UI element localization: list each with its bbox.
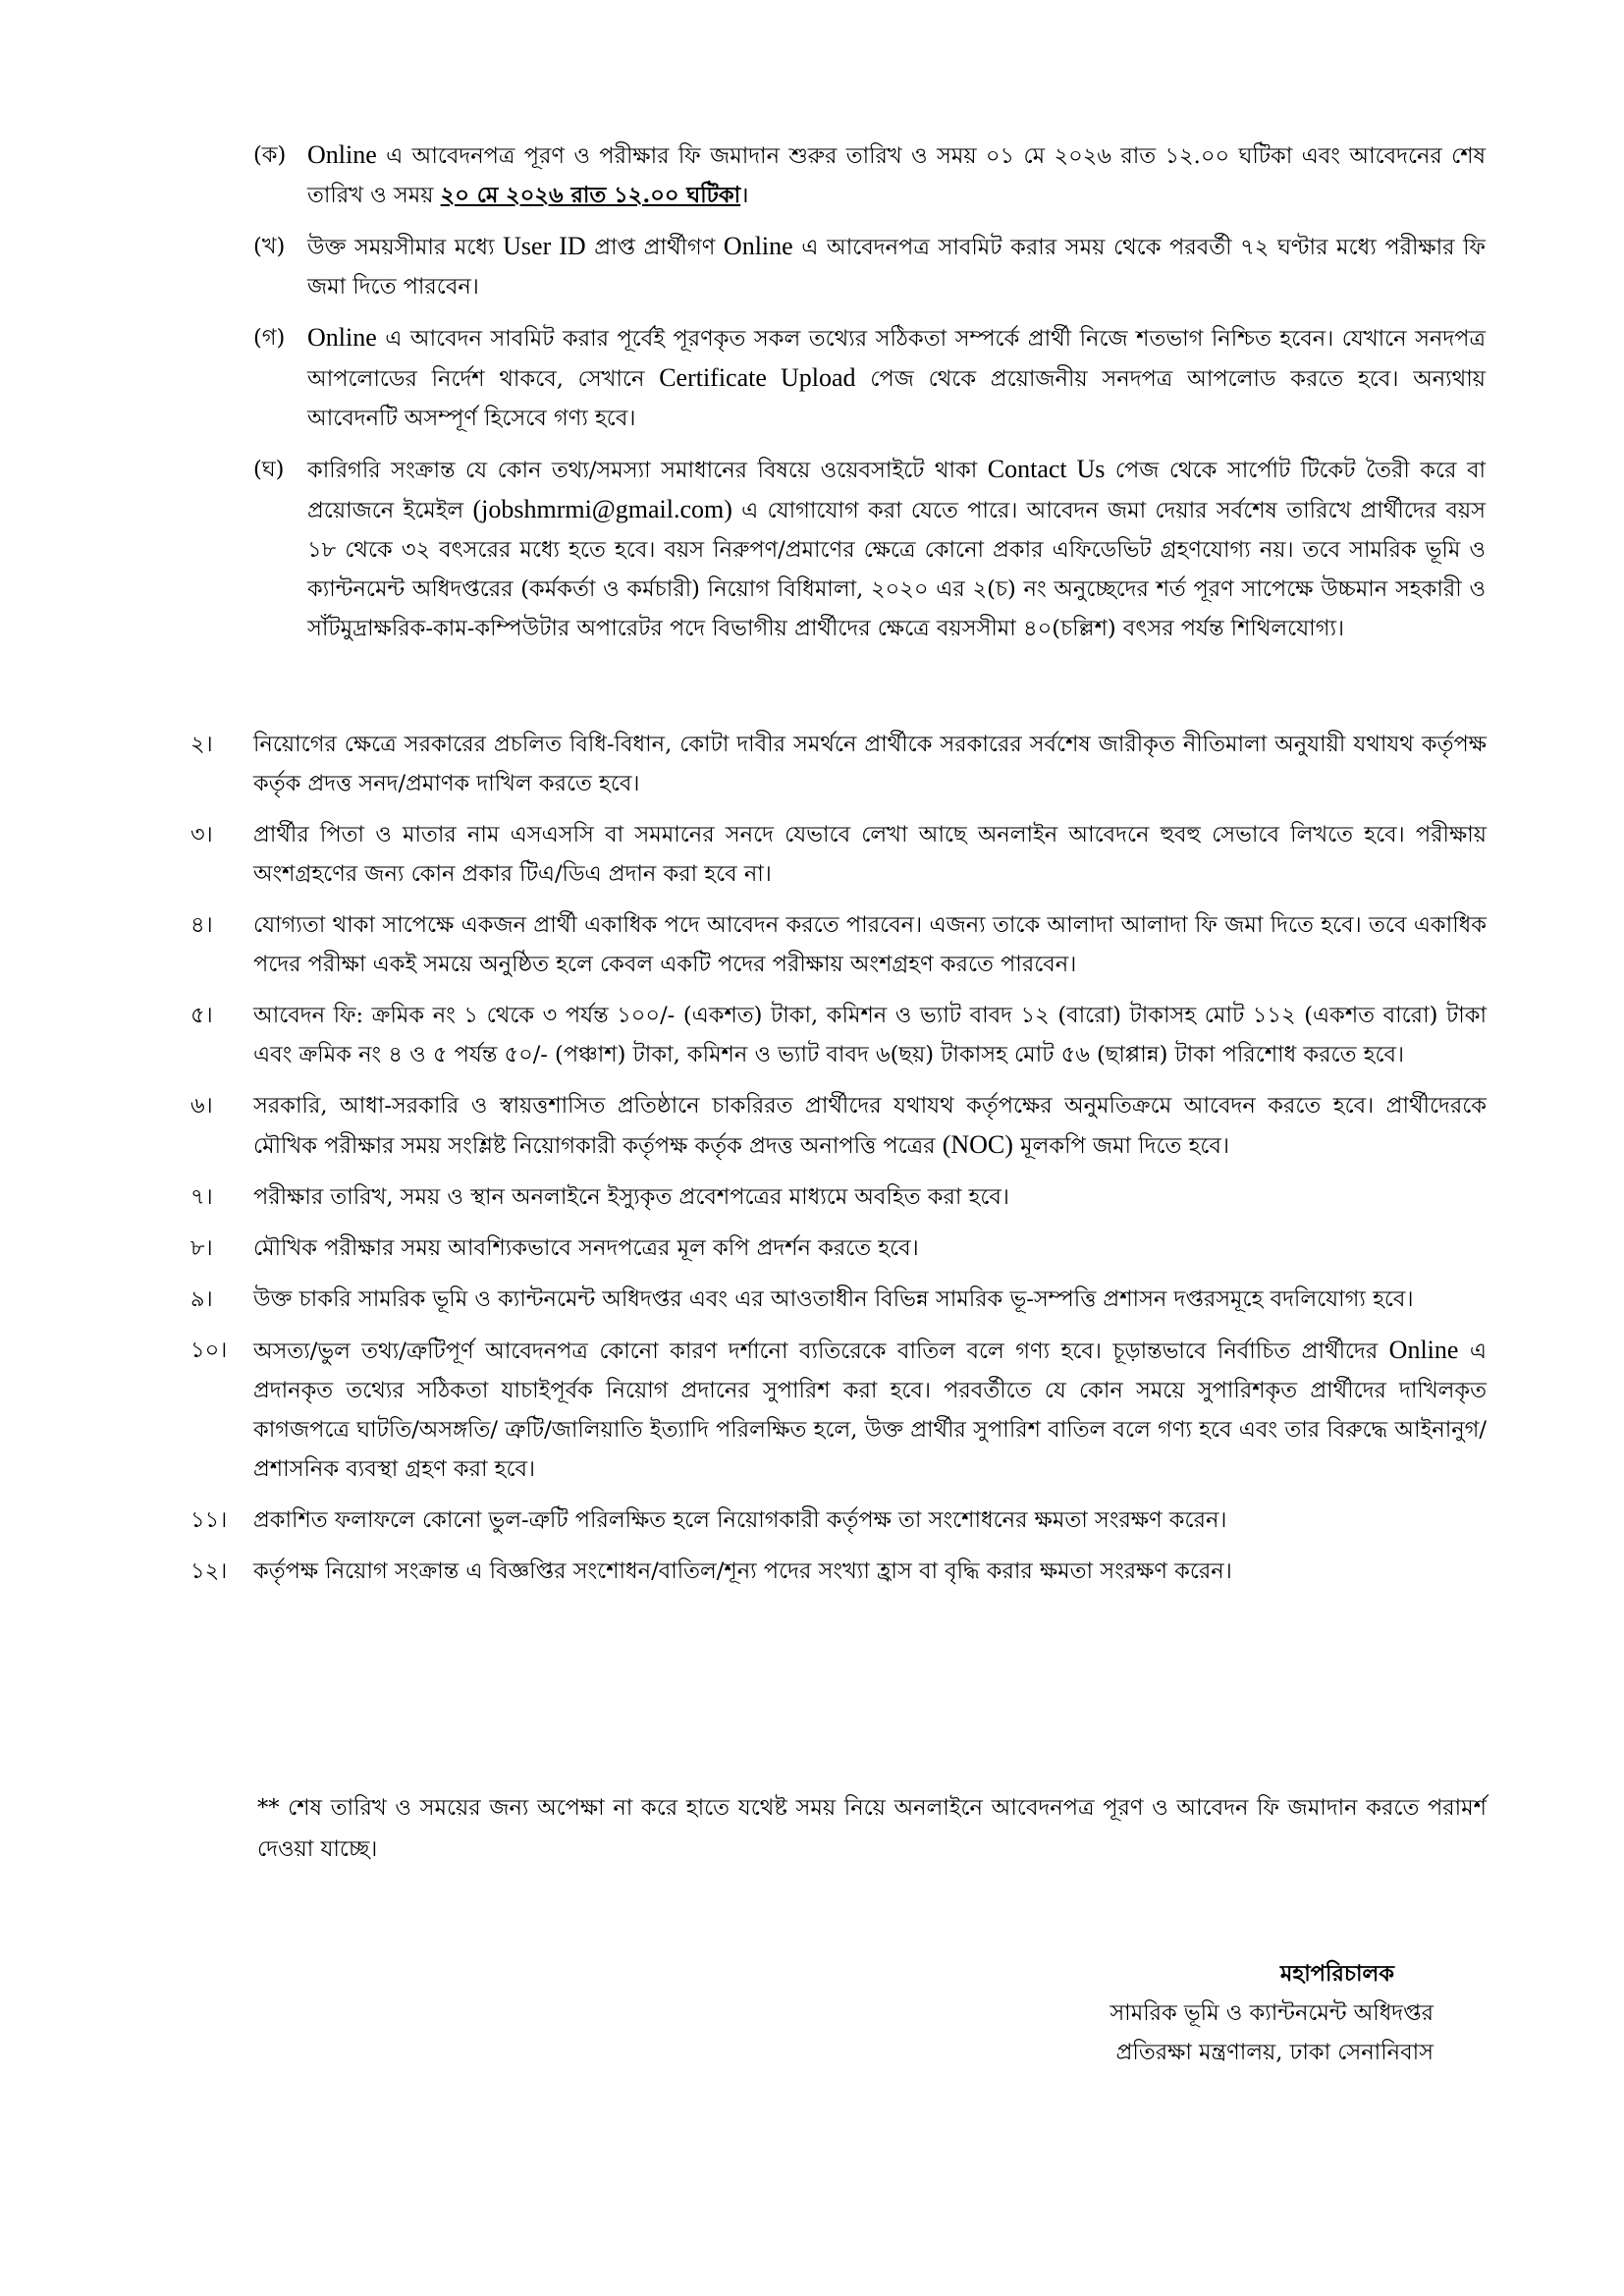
clause-marker: (ক)	[253, 142, 287, 168]
clause-text	[253, 1280, 1487, 1319]
signatory-ministry: প্রতিরক্ষা মন্ত্রণালয়, ঢাকা সেনানিবাস	[1115, 2040, 1434, 2065]
text-run: প্রাপ্ত প্রার্থীগণ	[585, 235, 724, 260]
text-run: কারিগরি সংক্রান্ত যে কোন তথ্য/সমস্যা সমাধানের বিষয়ে ওয়েবসাইটে থাকা	[307, 458, 988, 483]
latin-term: Contact Us	[987, 455, 1106, 483]
latin-term: Online	[723, 232, 793, 260]
clause-number: ১২।	[190, 1558, 228, 1584]
text-run: মূলকপি জমা দিতে হবে।	[1012, 1133, 1229, 1159]
clause-text	[307, 318, 1486, 438]
clause-text	[253, 815, 1487, 894]
clause-text	[253, 1229, 1487, 1268]
sub-clause-list	[253, 136, 1486, 660]
clause-number: ৯।	[190, 1286, 213, 1312]
latin-term: Online	[1388, 1336, 1459, 1364]
clause-2	[190, 725, 1487, 803]
clause-8	[190, 1229, 1487, 1268]
text-run: এ যোগাযোগ করা যেতে পারে। আবেদন জমা দেয়ার সর্বশেষ তারিখে প্রার্থীদের বয়স ১৮ থেকে ৩২ বৎসরের মধ্যে হতে হবে। বয়স নিরুপণ/প্রমাণের ক্ষেত্রে কোনো প্রকার এফিডেভিট গ্রহণযোগ্য নয়। তবে সামরিক ভূমি ও ক্যান্টনমেন্ট অধিদপ্তরের (কর্মকর্তা ও কর্মচারী) নিয়োগ বিধিমালা, ২০২০ এর ২(চ) নং অনুচ্ছেদের শর্ত পূরণ সাপেক্ষে উচ্চমান সহকারী ও সাঁটমুদ্রাক্ষরিক-কাম-কম্পিউটার অপারেটর পদে বিভাগীয় প্রার্থীদের ক্ষেত্রে বয়সসীমা ৪০(চল্লিশ) বৎসর পর্যন্ত শিথিলযোগ্য।	[307, 498, 1486, 641]
clause-marker: (ঘ)	[253, 457, 285, 482]
text-run: কর্তৃপক্ষ নিয়োগ সংক্রান্ত এ বিজ্ঞপ্তির সংশোধন/বাতিল/শূন্য পদের সংখ্যা হ্রাস বা বৃদ্ধি করার ক্ষমতা সংরক্ষণ করেন।	[253, 1558, 1232, 1584]
text-run: এ প্রদানকৃত তথ্যের সঠিকতা যাচাইপূর্বক নিয়োগ প্রদানের সুপারিশ করা হবে। পরবর্তীতে যে কোন সময়ে সুপারিশকৃত প্রার্থীদের দাখিলকৃত কাগজপত্রে ঘাটতি/অসঙ্গতি/ ত্রুটি/জালিয়াতি ইত্যাদি পরিলক্ষিত হলে, উক্ত প্রার্থীর সুপারিশ বাতিল বলে গণ্য হবে এবং তার বিরুদ্ধে আইনানুগ/প্রশাসনিক ব্যবস্থা গ্রহণ করা হবে।	[253, 1339, 1487, 1482]
signatory-office: সামরিক ভূমি ও ক্যান্টনমেন্ট অধিদপ্তর	[1110, 2000, 1434, 2026]
text-run: প্রার্থীর পিতা ও মাতার নাম এসএসসি বা সমমানের সনদে যেভাবে লেখা আছে অনলাইন আবেদনে হুবহু সেভাবে লিখতে হবে। পরীক্ষায় অংশগ্রহণের জন্য কোন প্রকার টিএ/ডিএ প্রদান করা হবে না।	[253, 822, 1487, 887]
clause-text	[253, 1501, 1487, 1540]
clause-number: ২।	[190, 732, 213, 757]
text-run: অসত্য/ভুল তথ্য/ত্রুটিপূর্ণ আবেদনপত্র কোনো কারণ দর্শানো ব্যতিরেকে বাতিল বলে গণ্য হবে। চূড়ান্তভাবে নির্বাচিত প্রার্থীদের	[253, 1339, 1389, 1364]
clause-text	[253, 996, 1487, 1074]
clause-6	[190, 1086, 1487, 1166]
clause-text	[253, 725, 1487, 803]
clause-text	[253, 1331, 1487, 1489]
text-run: উক্ত চাকরি সামরিক ভূমি ও ক্যান্টনমেন্ট অধিদপ্তর এবং এর আওতাধীন বিভিন্ন সামরিক ভূ-সম্পত্তি প্রশাসন দপ্তরসমূহে বদলিযোগ্য হবে।	[253, 1286, 1414, 1312]
clause-number: ৪।	[190, 912, 213, 938]
sub-clause-ga	[253, 318, 1486, 438]
signatory-title: মহাপরিচালক	[1279, 1961, 1394, 1987]
deadline-emphasis: ২০ মে ২০২৬ রাত ১২.০০ ঘটিকা	[440, 183, 741, 208]
clause-number: ৫।	[190, 1003, 213, 1028]
clause-number: ৮।	[190, 1235, 213, 1261]
clause-10	[190, 1331, 1487, 1489]
latin-term: (NOC)	[942, 1130, 1013, 1159]
latin-term: User ID	[503, 232, 586, 260]
clause-number: ৬।	[190, 1093, 213, 1119]
clause-text	[253, 1086, 1487, 1166]
numbered-clause-list	[190, 725, 1487, 1603]
clause-12	[190, 1552, 1487, 1591]
clause-number: ৭।	[190, 1184, 213, 1210]
latin-term: Online	[307, 140, 377, 169]
clause-text	[307, 136, 1486, 215]
clause-number: ১০।	[190, 1338, 228, 1363]
text-run: এ আবেদনপত্র সাবমিট করার সময় থেকে পরবর্তী ৭২ ঘণ্টার মধ্যে পরীক্ষার ফি জমা দিতে পারবেন।	[307, 235, 1487, 300]
latin-term: (jobshmrmi@gmail.com)	[472, 495, 732, 523]
sub-clause-ka	[253, 136, 1486, 215]
text-run: মৌখিক পরীক্ষার সময় আবশ্যিকভাবে সনদপত্রের মূল কপি প্রদর্শন করতে হবে।	[253, 1235, 919, 1261]
text-run: সরকারি, আধা-সরকারি ও স্বায়ত্তশাসিত প্রতিষ্ঠানে চাকরিরত প্রার্থীদের যথাযথ কর্তৃপক্ষের অনুমতিক্রমে আবেদন করতে হবে। প্রার্থীদেরকে মৌখিক পরীক্ষার সময় সংশ্লিষ্ট নিয়োগকারী কর্তৃপক্ষ কর্তৃক প্রদত্ত অনাপত্তি পত্রের	[253, 1093, 1487, 1159]
text-run: আবেদন ফি: ক্রমিক নং ১ থেকে ৩ পর্যন্ত ১০০/- (একশত) টাকা, কমিশন ও ভ্যাট বাবদ ১২ (বারো) টাকাসহ মোট ১১২ (একশত বারো) টাকা এবং ক্রমিক নং ৪ ও ৫ পর্যন্ত ৫০/- (পঞ্চাশ) টাকা, কমিশন ও ভ্যাট বাবদ ৬(ছয়) টাকাসহ মোট ৫৬ (ছাপ্পান্ন) টাকা পরিশোধ করতে হবে।	[253, 1003, 1487, 1067]
text-run: পেজ থেকে প্রয়োজনীয় সনদপত্র আপলোড করতে হবে। অন্যথায় আবেদনটি অসম্পূর্ণ হিসেবে গণ্য হবে।	[307, 366, 1487, 431]
sub-clause-kha	[253, 227, 1486, 306]
advice-note: ** শেষ তারিখ ও সময়ের জন্য অপেক্ষা না করে হাতে যথেষ্ট সময় নিয়ে অনলাইনে আবেদনপত্র পূরণ ও আবেদন ফি জমাদান করতে পরামর্শ দেওয়া যাচ্ছে।	[257, 1795, 1487, 1862]
text-run: যোগ্যতা থাকা সাপেক্ষে একজন প্রার্থী একাধিক পদে আবেদন করতে পারবেন। এজন্য তাকে আলাদা আলাদা ফি জমা দিতে হবে। তবে একাধিক পদের পরীক্ষা একই সময়ে অনুষ্ঠিত হলে কেবল একটি পদের পরীক্ষায় অংশগ্রহণ করতে পারবেন।	[253, 912, 1487, 977]
text-run: প্রকাশিত ফলাফলে কোনো ভুল-ত্রুটি পরিলক্ষিত হলে নিয়োগকারী কর্তৃপক্ষ তা সংশোধনের ক্ষমতা সংরক্ষণ করেন।	[253, 1507, 1227, 1533]
clause-text	[253, 1552, 1487, 1591]
sub-clause-gha	[253, 450, 1486, 648]
latin-term: Certificate Upload	[659, 363, 856, 392]
clause-number: ৩।	[190, 822, 213, 847]
clause-number: ১১।	[190, 1507, 228, 1533]
clause-3	[190, 815, 1487, 894]
latin-term: Online	[307, 323, 377, 352]
clause-text	[307, 227, 1486, 306]
clause-text	[253, 1177, 1487, 1217]
clause-9	[190, 1280, 1487, 1319]
clause-marker: (খ)	[253, 234, 286, 259]
text-run: পেজ থেকে সার্পোট টিকেট তৈরী করে বা প্রয়োজনে ইমেইল	[307, 458, 1486, 523]
clause-text	[307, 450, 1486, 648]
clause-7	[190, 1177, 1487, 1217]
clause-5	[190, 996, 1487, 1074]
clause-text	[253, 905, 1487, 984]
text-run: এ আবেদনপত্র পূরণ ও পরীক্ষার ফি জমাদান শুরুর তারিখ ও সময় ০১ মে ২০২৬ রাত ১২.০০ ঘটিকা এবং আবেদনের শেষ তারিখ ও সময়	[307, 143, 1486, 208]
clause-4	[190, 905, 1487, 984]
text-run: নিয়োগের ক্ষেত্রে সরকারের প্রচলিত বিধি-বিধান, কোটা দাবীর সমর্থনে প্রার্থীকে সরকারের সর্বশেষ জারীকৃত নীতিমালা অনুযায়ী যথাযথ কর্তৃপক্ষ কর্তৃক প্রদত্ত সনদ/প্রমাণক দাখিল করতে হবে।	[253, 732, 1487, 796]
text-run: ।	[740, 183, 749, 208]
text-run: পরীক্ষার তারিখ, সময় ও স্থান অনলাইনে ইস্যুকৃত প্রবেশপত্রের মাধ্যমে অবহিত করা হবে।	[253, 1184, 1009, 1210]
text-run: উক্ত সময়সীমার মধ্যে	[307, 235, 504, 260]
text-run: এ আবেদন সাবমিট করার পূর্বেই পূরণকৃত সকল তথ্যের সঠিকতা সম্পর্কে প্রার্থী নিজে শতভাগ নিশ্চিত হবেন। যেখানে সনদপত্র আপলোডের নির্দেশ থাকবে, সেখানে	[307, 326, 1486, 392]
clause-marker: (গ)	[253, 325, 286, 351]
clause-11	[190, 1501, 1487, 1540]
signature-block	[982, 1954, 1434, 2072]
